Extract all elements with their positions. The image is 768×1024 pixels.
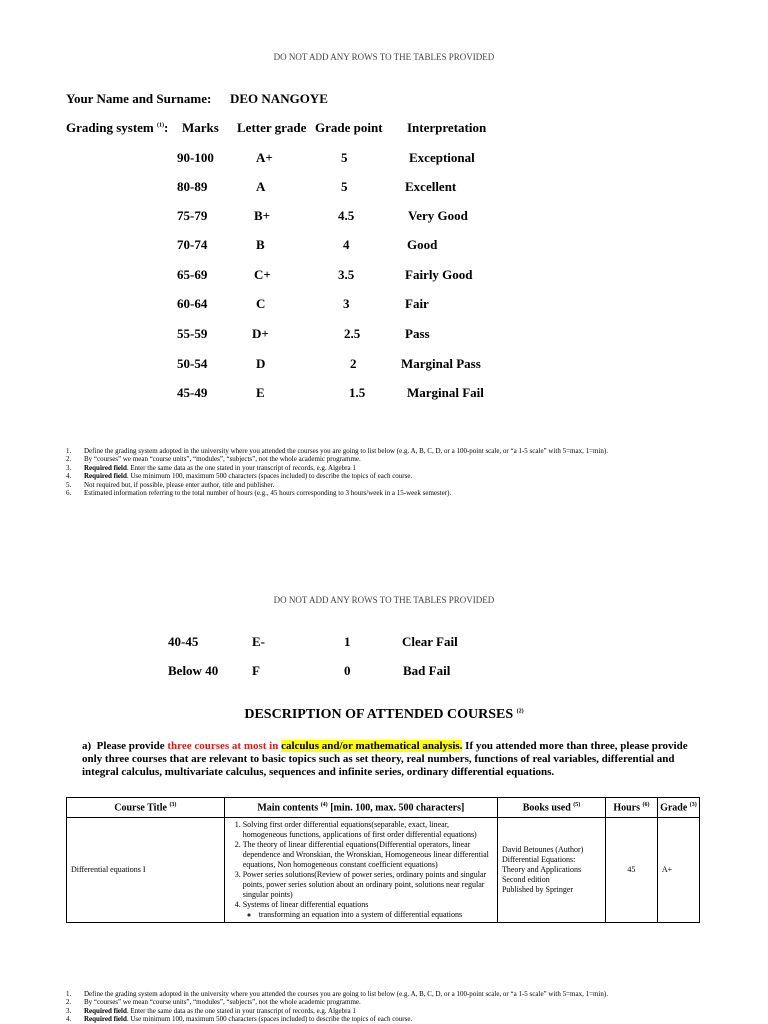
book-line: Differential Equations: bbox=[501, 855, 576, 864]
grade-letter: D bbox=[256, 356, 266, 371]
grade-point: 3 bbox=[343, 296, 350, 311]
grade-letter: D+ bbox=[252, 326, 269, 341]
course-contents bbox=[224, 818, 497, 923]
grade-marks: 70-74 bbox=[177, 237, 208, 252]
table-row bbox=[67, 818, 700, 923]
grade-marks: 90-100 bbox=[177, 150, 214, 165]
content-item: 4. Systems of linear differential equations ◦ transforming an equation into a system of differential equations bbox=[243, 900, 493, 920]
grade-marks: 65-69 bbox=[177, 267, 208, 282]
grade-interp: Exceptional bbox=[409, 150, 475, 165]
grade-marks: 55-59 bbox=[177, 326, 208, 341]
grade-letter: C+ bbox=[254, 267, 271, 282]
footnote: 2. By “courses” we mean “course units”, “modules”, “subjects”, not the whole academic programme. bbox=[66, 998, 361, 1007]
footnote: 5. Not required but, if possible, please enter author, title and publisher. bbox=[66, 480, 275, 489]
th-hours: Hours $^{(6)}$ bbox=[606, 798, 658, 818]
grade-point: 5 bbox=[341, 150, 348, 165]
notice-header: DO NOT ADD ANY ROWS TO THE TABLES PROVIDED bbox=[273, 52, 495, 62]
book-line: Published by Springer bbox=[501, 885, 574, 894]
grade-interp: Pass bbox=[405, 326, 430, 341]
grade-letter: B bbox=[256, 237, 265, 252]
grade-letter: E- bbox=[252, 634, 265, 649]
grading-label: Grading system $^{(1)}$: bbox=[66, 120, 169, 135]
course-title: Differential equations I bbox=[67, 818, 225, 923]
grade-point: 0 bbox=[344, 663, 351, 678]
grade-interp: Fair bbox=[405, 296, 429, 311]
col-letter-header: Letter grade bbox=[237, 120, 307, 135]
th-books-used: Books used $^{(5)}$ bbox=[497, 798, 605, 818]
th-main-contents: Main contents $^{(4)}$ [min. 100, max. 500 characters] bbox=[224, 798, 497, 818]
intro-paragraph: a) Please provide three courses at most in calculus and/or mathematical analysis. If you attended more than three, please provide only three courses that are relevant to basic topics such as set theory, real numbers, functions of real variables, differential and integral calculus, multivariate calculus, sequences and infinite series, ordinary differential equations. bbox=[82, 740, 688, 778]
courses-table bbox=[66, 797, 700, 923]
course-hours: 45 bbox=[606, 818, 658, 923]
grade-interp: Marginal Fail bbox=[407, 385, 484, 400]
book-line: David Betounes (Author) bbox=[501, 845, 584, 854]
footnote: 1. Define the grading system adopted in the university where you attended the courses you are going to list below (e.g. A, B, C, D, or a 100-point scale, or “a 1-5 scale” with 5=max, 1=min). bbox=[66, 990, 609, 998]
footnote: 4. Required field. Use minimum 100, maximum 500 characters (spaces included) to describe the topics of each course. bbox=[66, 1015, 413, 1024]
footnote: 3. Required field. Enter the same data as the one stated in your transcript of records, e.g. Algebra 1 bbox=[66, 1006, 356, 1015]
th-grade: Grade $^{(3)}$ bbox=[657, 798, 699, 818]
grade-letter: C bbox=[256, 296, 266, 311]
grade-letter: A+ bbox=[256, 150, 273, 165]
grade-interp: Good bbox=[407, 237, 438, 252]
course-grade: A+ bbox=[657, 818, 699, 923]
footnote: 6. Estimated information referring to the total number of hours (e.g., 45 hours corresponding to 3 hours/week in a 15-week semester). bbox=[66, 489, 452, 498]
footnote: 1. Define the grading system adopted in the university where you attended the courses you are going to list below (e.g. A, B, C, D, or a 100-point scale, or “a 1-5 scale” with 5=max, 1=min). bbox=[66, 447, 609, 455]
grade-point: 2.5 bbox=[344, 326, 361, 341]
grade-letter: B+ bbox=[254, 208, 271, 223]
grade-interp: Bad Fail bbox=[403, 663, 451, 678]
footnote: 3. Required field. Enter the same data as the one stated in your transcript of records, e.g. Algebra 1 bbox=[66, 463, 356, 472]
content-sub-item: ◦ transforming an equation into a system of differential equations bbox=[259, 910, 493, 920]
grade-point: 1.5 bbox=[349, 385, 366, 400]
table-header-row bbox=[67, 798, 700, 818]
book-line: Second edition bbox=[501, 875, 550, 884]
grade-marks: 40-45 bbox=[168, 634, 199, 649]
grade-marks: 60-64 bbox=[177, 296, 208, 311]
grade-point: 5 bbox=[341, 179, 348, 194]
grade-interp: Clear Fail bbox=[402, 634, 458, 649]
grade-marks: 80-89 bbox=[177, 179, 208, 194]
grade-point: 4.5 bbox=[338, 208, 355, 223]
grade-interp: Very Good bbox=[408, 208, 468, 223]
col-interp-header: Interpretation bbox=[407, 120, 487, 135]
grade-interp: Marginal Pass bbox=[401, 356, 481, 371]
name-label: Your Name and Surname: bbox=[66, 91, 212, 106]
section-title: DESCRIPTION OF ATTENDED COURSES $^{(2)}$ bbox=[244, 707, 524, 722]
col-marks-header: Marks bbox=[182, 120, 219, 135]
grade-point: 4 bbox=[343, 237, 350, 252]
book-line: Theory and Applications bbox=[501, 865, 582, 874]
grade-marks: Below 40 bbox=[168, 663, 219, 678]
grade-letter: E bbox=[256, 385, 265, 400]
course-books bbox=[497, 818, 605, 923]
grade-interp: Excellent bbox=[405, 179, 457, 194]
content-item: 1. Solving first order differential equations(separable, exact, linear, homogeneous functions, applications of first order differential equations) bbox=[243, 820, 493, 840]
footnotes-2 bbox=[66, 990, 746, 1024]
col-point-header: Grade point bbox=[315, 120, 383, 135]
footnote: 2. By “courses” we mean “course units”, “modules”, “subjects”, not the whole academic programme. bbox=[66, 455, 361, 464]
grade-letter: F bbox=[252, 663, 260, 678]
name-value: DEO NANGOYE bbox=[230, 91, 328, 106]
grade-marks: 75-79 bbox=[177, 208, 208, 223]
grade-point: 2 bbox=[350, 356, 357, 371]
grade-marks: 45-49 bbox=[177, 385, 208, 400]
grade-marks: 50-54 bbox=[177, 356, 208, 371]
footnotes bbox=[66, 447, 746, 497]
notice-header-2: DO NOT ADD ANY ROWS TO THE TABLES PROVIDED bbox=[273, 595, 495, 605]
th-course-title: Course Title $^{(3)}$ bbox=[67, 798, 225, 818]
grade-interp: Fairly Good bbox=[405, 267, 473, 282]
grade-point: 1 bbox=[344, 634, 351, 649]
grade-letter: A bbox=[256, 179, 266, 194]
content-item: 3. Power series solutions(Review of power series, ordinary points and singular points, power series solution about an ordinary point, solutions near regular singular points) bbox=[243, 870, 493, 900]
content-item: 2. The theory of linear differential equations(Differential operators, linear dependence and Wronskian, the Wronskian, Homogeneous linear differential equations, Non homogeneous constant coefficient equations) bbox=[243, 840, 493, 870]
grade-point: 3.5 bbox=[338, 267, 355, 282]
footnote: 4. Required field. Use minimum 100, maximum 500 characters (spaces included) to describe the topics of each course. bbox=[66, 472, 413, 481]
